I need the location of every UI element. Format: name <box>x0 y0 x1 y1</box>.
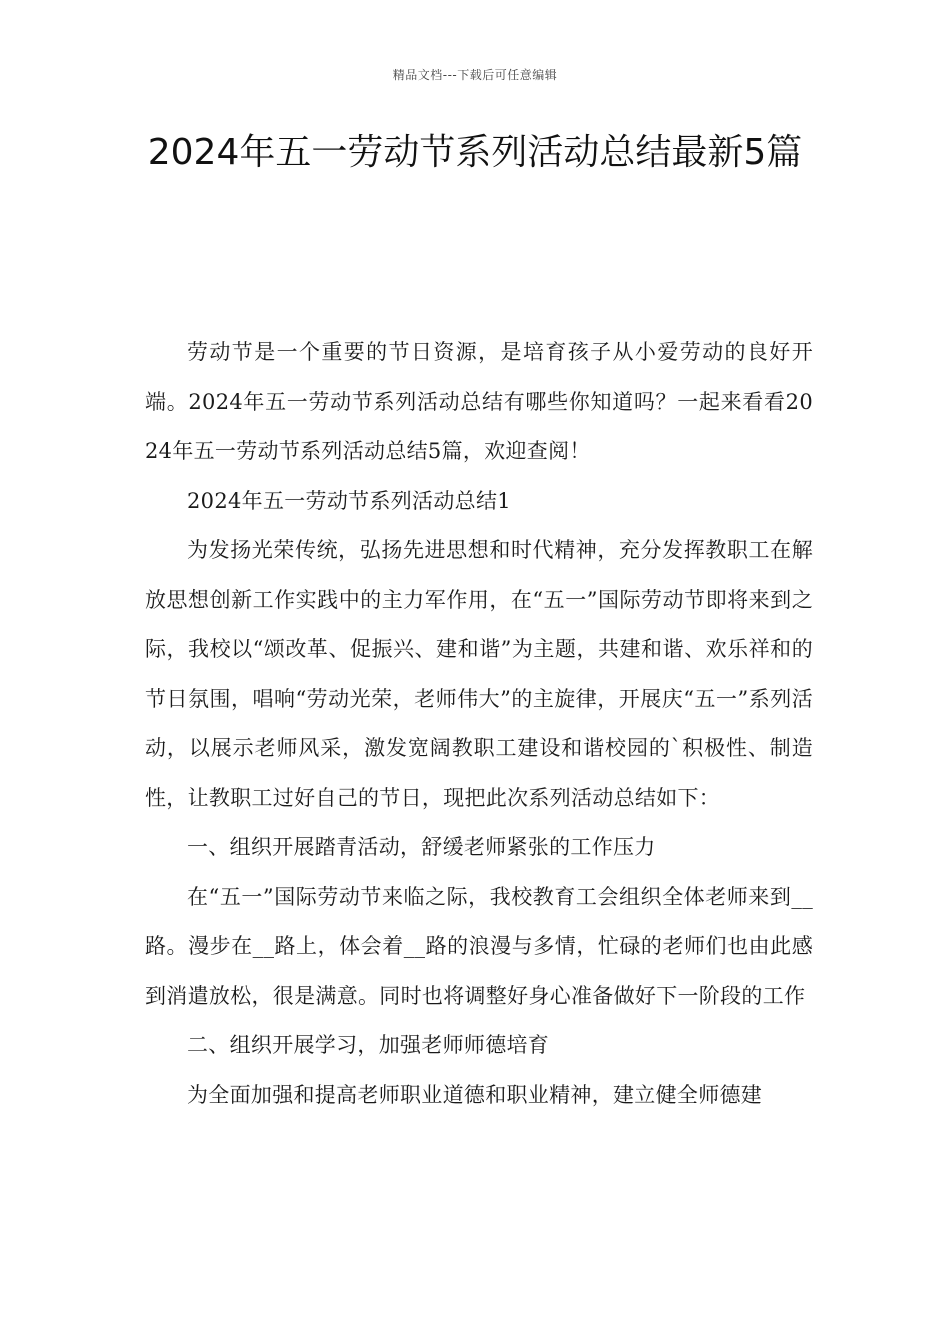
document-body <box>145 328 813 1120</box>
subsection-heading: 一、组织开展踏青活动，舒缓老师紧张的工作压力 <box>187 835 656 859</box>
body-paragraph: 在“五一”国际劳动节来临之际，我校教育工会组织全体老师来到__路。漫步在__路上，体会着__路的浪漫与多情，忙碌的老师们也由此感到消遣放松，很是满意。同时也将调整好身心准备做好下一阶段的工作 <box>145 884 813 1008</box>
intro-paragraph: 劳动节是一个重要的节日资源，是培育孩子从小爱劳动的良好开端。2024年五一劳动节系列活动总结有哪些你知道吗？一起来看看2024年五一劳动节系列活动总结5篇，欢迎查阅！ <box>145 340 813 463</box>
document-title: 2024年五一劳动节系列活动总结最新5篇 <box>147 132 803 173</box>
body-paragraph: 为全面加强和提高老师职业道德和职业精神，建立健全师德建 <box>187 1082 763 1107</box>
body-paragraph: 为发扬光荣传统，弘扬先进思想和时代精神，充分发挥教职工在解放思想创新工作实践中的主力军作用，在“五一”国际劳动节即将来到之际，我校以“颂改革、促振兴、建和谐”为主题，共建和谐、欢乐祥和的节日氛围，唱响“劳动光荣，老师伟大”的主旋律，开展庆“五一”系列活动，以展示老师风采，激发宽阔教职工建设和谐校园的`积极性、制造性，让教职工过好自己的节日，现把此次系列活动总结如下： <box>145 538 813 810</box>
header-note: 精品文档---下载后可任意编辑 <box>392 68 558 82</box>
section-heading: 2024年五一劳动节系列活动总结1 <box>187 488 511 513</box>
subsection-heading: 二、组织开展学习，加强老师师德培育 <box>187 1033 550 1057</box>
